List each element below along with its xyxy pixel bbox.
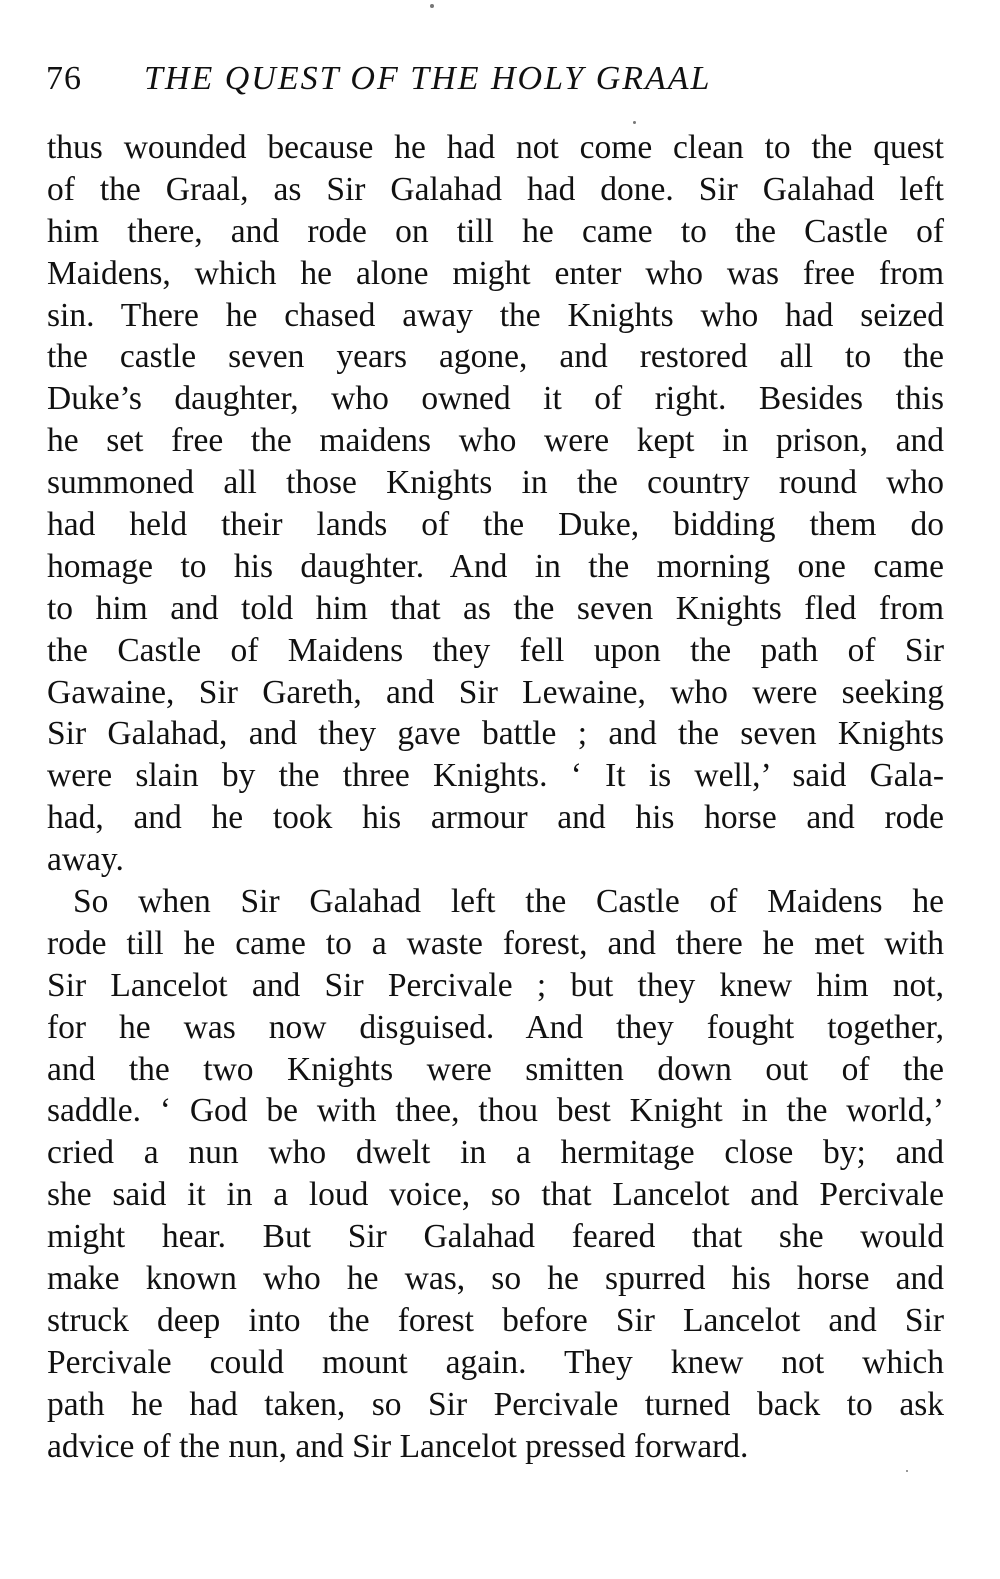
text-line: were slain by the three Knights. ‘ It is well,’ said Gala- xyxy=(47,757,944,795)
text-line: saddle. ‘ God be with thee, thou best Knight in the world,’ xyxy=(47,1092,944,1130)
text-line: thus wounded because he had not come clean to the quest xyxy=(47,129,944,166)
running-head xyxy=(46,54,946,104)
text-line: away. xyxy=(47,841,124,879)
text-line: had, and he took his armour and his horse and rode xyxy=(47,799,944,837)
text-line: So when Sir Galahad left the Castle of Maidens he xyxy=(73,883,944,921)
text-line: homage to his daughter. And in the morning one came xyxy=(47,547,944,585)
text-line: sin. There he chased away the Knights who had seized xyxy=(47,296,944,334)
paragraph xyxy=(47,127,944,881)
ink-speck xyxy=(906,1470,908,1472)
text-line: she said it in a loud voice, so that Lancelot and Percivale xyxy=(47,1176,944,1214)
text-line: struck deep into the forest before Sir Lancelot and Sir xyxy=(47,1301,944,1339)
body-text xyxy=(47,127,944,1468)
text-line: the castle seven years agone, and restored all to the xyxy=(47,338,944,376)
text-line: had held their lands of the Duke, bidding them do xyxy=(47,506,944,544)
text-line: to him and told him that as the seven Knights fled from xyxy=(47,589,944,627)
text-line: him there, and rode on till he came to the Castle of xyxy=(47,212,944,250)
text-line: Maidens, which he alone might enter who was free from xyxy=(47,254,944,292)
text-line: the Castle of Maidens they fell upon the path of Sir xyxy=(47,631,944,669)
text-line: rode till he came to a waste forest, and there he met with xyxy=(47,924,944,962)
ink-speck xyxy=(430,4,434,8)
text-line: cried a nun who dwelt in a hermitage close by; and xyxy=(47,1134,944,1172)
text-line: of the Graal, as Sir Galahad had done. Sir Galahad left xyxy=(47,170,944,208)
ink-speck xyxy=(633,121,636,124)
paragraph xyxy=(47,881,944,1467)
page-number: 76 xyxy=(46,60,82,97)
text-line: Gawaine, Sir Gareth, and Sir Lewaine, who were seeking xyxy=(47,673,944,711)
text-line: advice of the nun, and Sir Lancelot pressed forward. xyxy=(47,1427,749,1465)
text-line: path he had taken, so Sir Percivale turned back to ask xyxy=(47,1385,944,1423)
text-line: make known who he was, so he spurred his horse and xyxy=(47,1260,944,1298)
text-line: Sir Lancelot and Sir Percivale ; but they knew him not, xyxy=(47,966,944,1004)
text-line: Sir Galahad, and they gave battle ; and the seven Knights xyxy=(47,715,944,753)
text-line: might hear. But Sir Galahad feared that she would xyxy=(47,1218,944,1256)
text-line: he set free the maidens who were kept in prison, and xyxy=(47,422,944,460)
text-line: Duke’s daughter, who owned it of right. Besides this xyxy=(47,380,944,418)
text-line: Percivale could mount again. They knew not which xyxy=(47,1343,944,1381)
text-line: summoned all those Knights in the country round who xyxy=(47,464,944,502)
text-line: and the two Knights were smitten down out of the xyxy=(47,1050,944,1088)
text-line: for he was now disguised. And they fought together, xyxy=(47,1008,944,1046)
running-title: THE QUEST OF THE HOLY GRAAL xyxy=(144,60,712,97)
